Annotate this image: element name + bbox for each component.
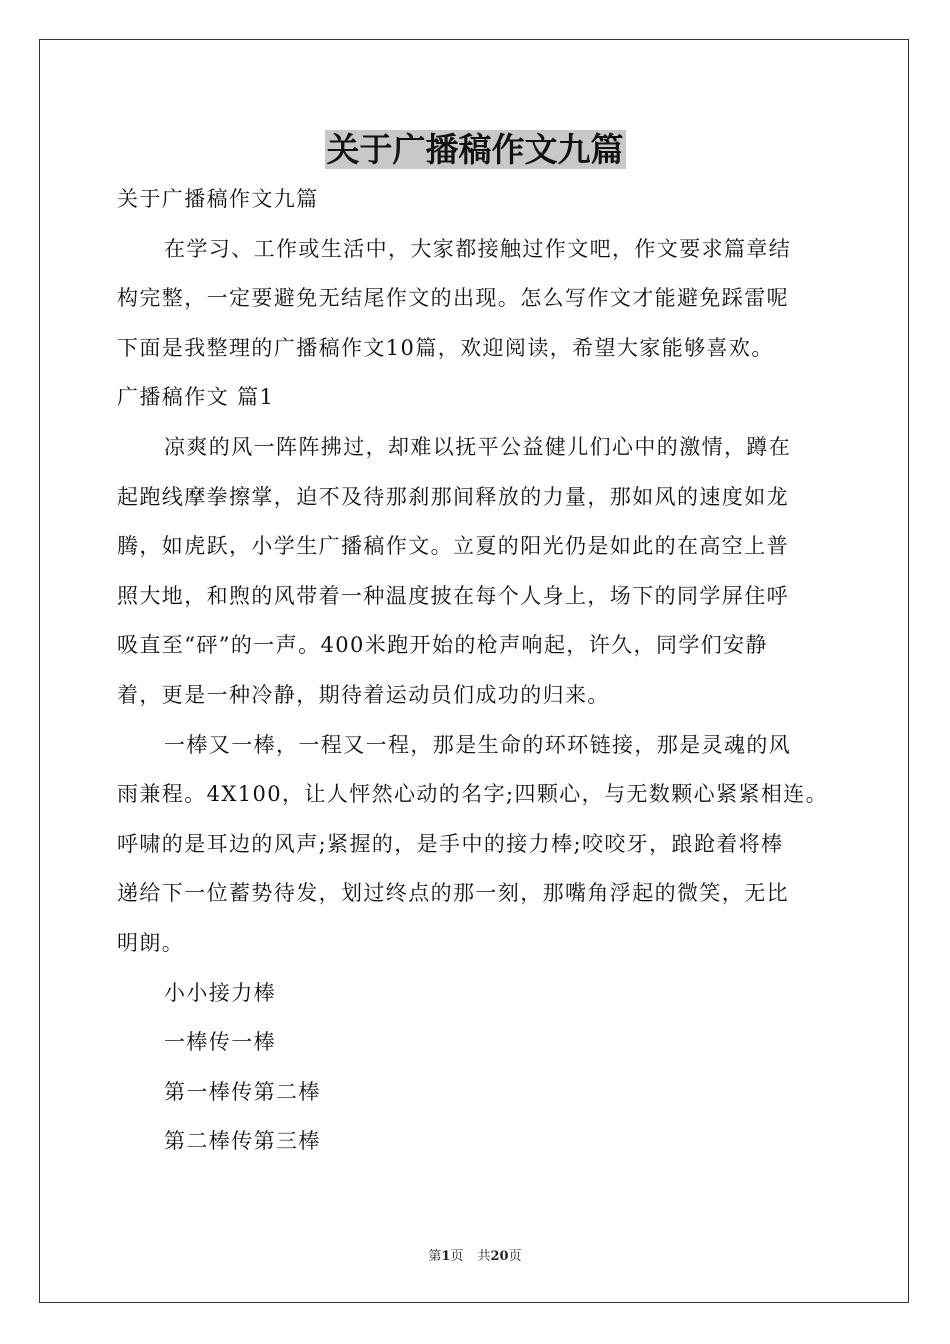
text-line: 吸直至“砰”的一声。400米跑开始的枪声响起，许久，同学们安静 [117, 633, 768, 658]
text-line: 下面是我整理的广播稿作文10篇，欢迎阅读，希望大家能够喜欢。 [117, 335, 774, 360]
document-title [0, 127, 950, 173]
text-line: 一棒又一棒，一程又一程，那是生命的环环链接，那是灵魂的风 [164, 732, 792, 757]
text-line: 起跑线摩拳擦掌，迫不及待那刹那间释放的力量，那如风的速度如龙 [117, 484, 789, 509]
page-suffix: 页 [450, 1249, 464, 1264]
total-pages: 20 [490, 1249, 509, 1264]
text-line: 呼啸的是耳边的风声;紧握的，是手中的接力棒;咬咬牙，踉跄着将棒 [117, 831, 784, 856]
text-line: 关于广播稿作文九篇 [117, 187, 319, 211]
text-line: 雨兼程。4X100，让人怦然心动的名字;四颗心，与无数颗心紧紧相连。 [117, 782, 829, 807]
text-line: 明朗。 [117, 930, 185, 955]
document-title-text: 关于广播稿作文九篇 [326, 130, 624, 169]
poem-line: 第二棒传第三棒 [164, 1129, 321, 1154]
text-line: 在学习、工作或生活中，大家都接触过作文吧，作文要求篇章结 [164, 236, 792, 261]
total-prefix: 共 [477, 1249, 491, 1264]
page-footer [0, 1247, 950, 1267]
page-prefix: 第 [428, 1249, 442, 1264]
text-line: 递给下一位蓄势待发，划过终点的那一刻，那嘴角浮起的微笑，无比 [117, 881, 789, 906]
poem-line: 一棒传一棒 [164, 1030, 276, 1055]
text-line: 照大地，和煦的风带着一种温度披在每个人身上，场下的同学屏住呼 [117, 583, 789, 608]
text-line: 凉爽的风一阵阵拂过，却难以抚平公益健儿们心中的激情，蹲在 [164, 434, 792, 459]
document-body [117, 175, 845, 1167]
text-line: 腾，如虎跃，小学生广播稿作文。立夏的阳光仍是如此的在高空上普 [117, 534, 789, 559]
text-line: 构完整，一定要避免无结尾作文的出现。怎么写作文才能避免踩雷呢 [117, 286, 789, 311]
total-suffix: 页 [508, 1249, 522, 1264]
page-number: 1 [441, 1249, 451, 1264]
section-heading: 广播稿作文 篇1 [117, 385, 275, 410]
poem-line: 第一棒传第二棒 [164, 1079, 321, 1104]
text-line: 着，更是一种冷静，期待着运动员们成功的归来。 [117, 682, 610, 707]
poem-line: 小小接力棒 [164, 980, 276, 1005]
